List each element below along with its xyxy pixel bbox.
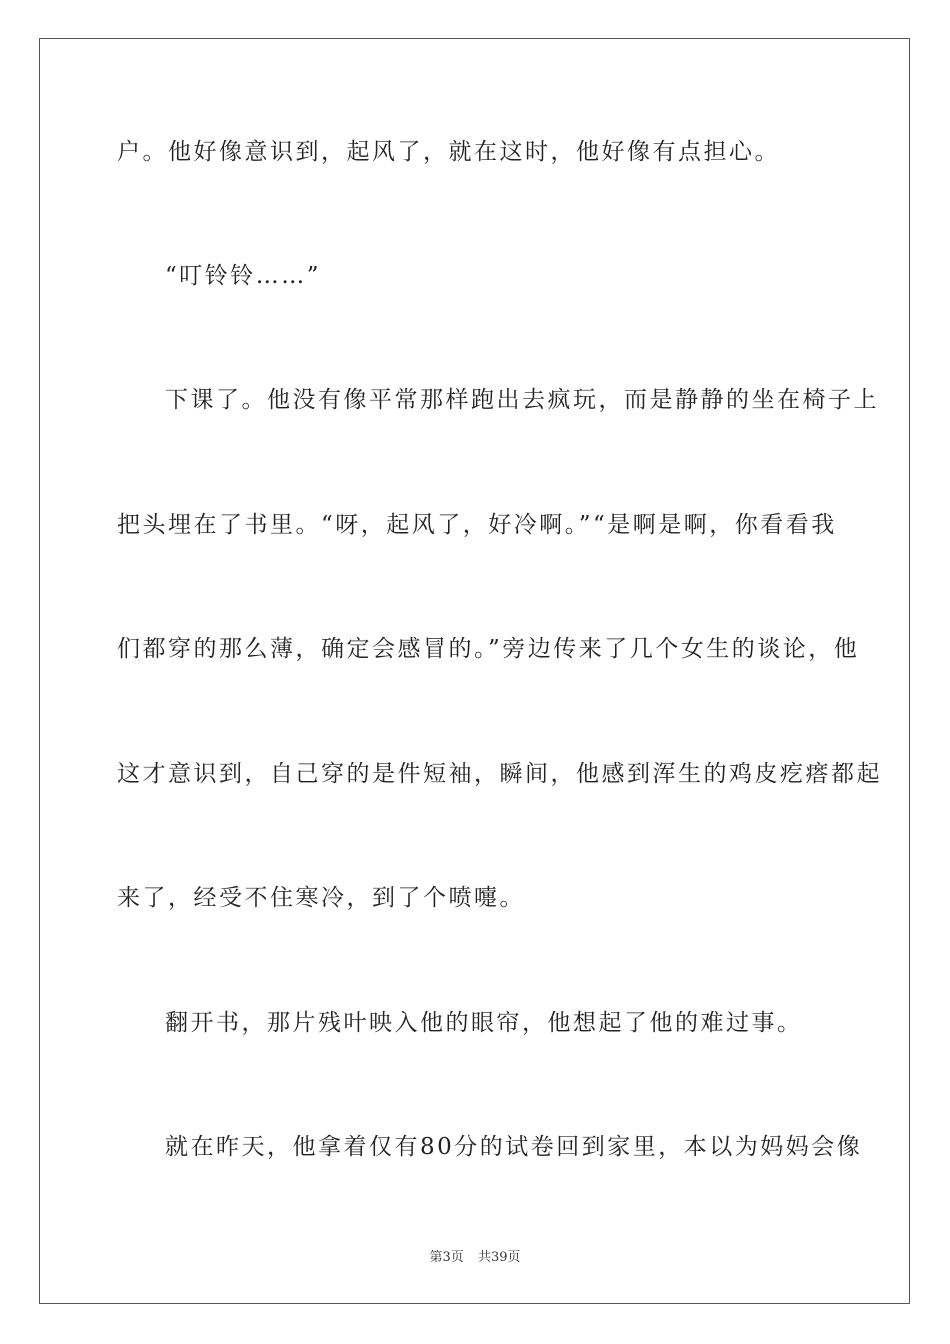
text-line-1: 户。他好像意识到，起风了，就在这时，他好像有点担心。 bbox=[117, 139, 780, 165]
text-line-7: 来了，经受不住寒冷，到了个喷嚏。 bbox=[117, 885, 525, 911]
page-number: 第3页 bbox=[429, 1250, 464, 1265]
text-line-2: “叮铃铃……” bbox=[165, 263, 322, 289]
text-line-4: 把头埋在了书里。“呀，起风了，好冷啊。”“是啊是啊，你看看我 bbox=[117, 512, 837, 538]
text-line-3: 下课了。他没有像平常那样跑出去疯玩，而是静静的坐在椅子上 bbox=[165, 387, 879, 413]
page-total: 共39页 bbox=[477, 1250, 521, 1265]
page-footer bbox=[0, 1246, 950, 1265]
page-border bbox=[39, 38, 910, 1304]
text-line-9: 就在昨天，他拿着仅有80分的试卷回到家里，本以为妈妈会像 bbox=[165, 1134, 863, 1160]
text-line-5: 们都穿的那么薄，确定会感冒的。”旁边传来了几个女生的谈论，他 bbox=[117, 636, 860, 662]
text-line-6: 这才意识到，自己穿的是件短袖，瞬间，他感到浑生的鸡皮疙瘩都起 bbox=[117, 761, 882, 787]
text-line-8: 翻开书，那片残叶映入他的眼帘，他想起了他的难过事。 bbox=[165, 1010, 803, 1036]
